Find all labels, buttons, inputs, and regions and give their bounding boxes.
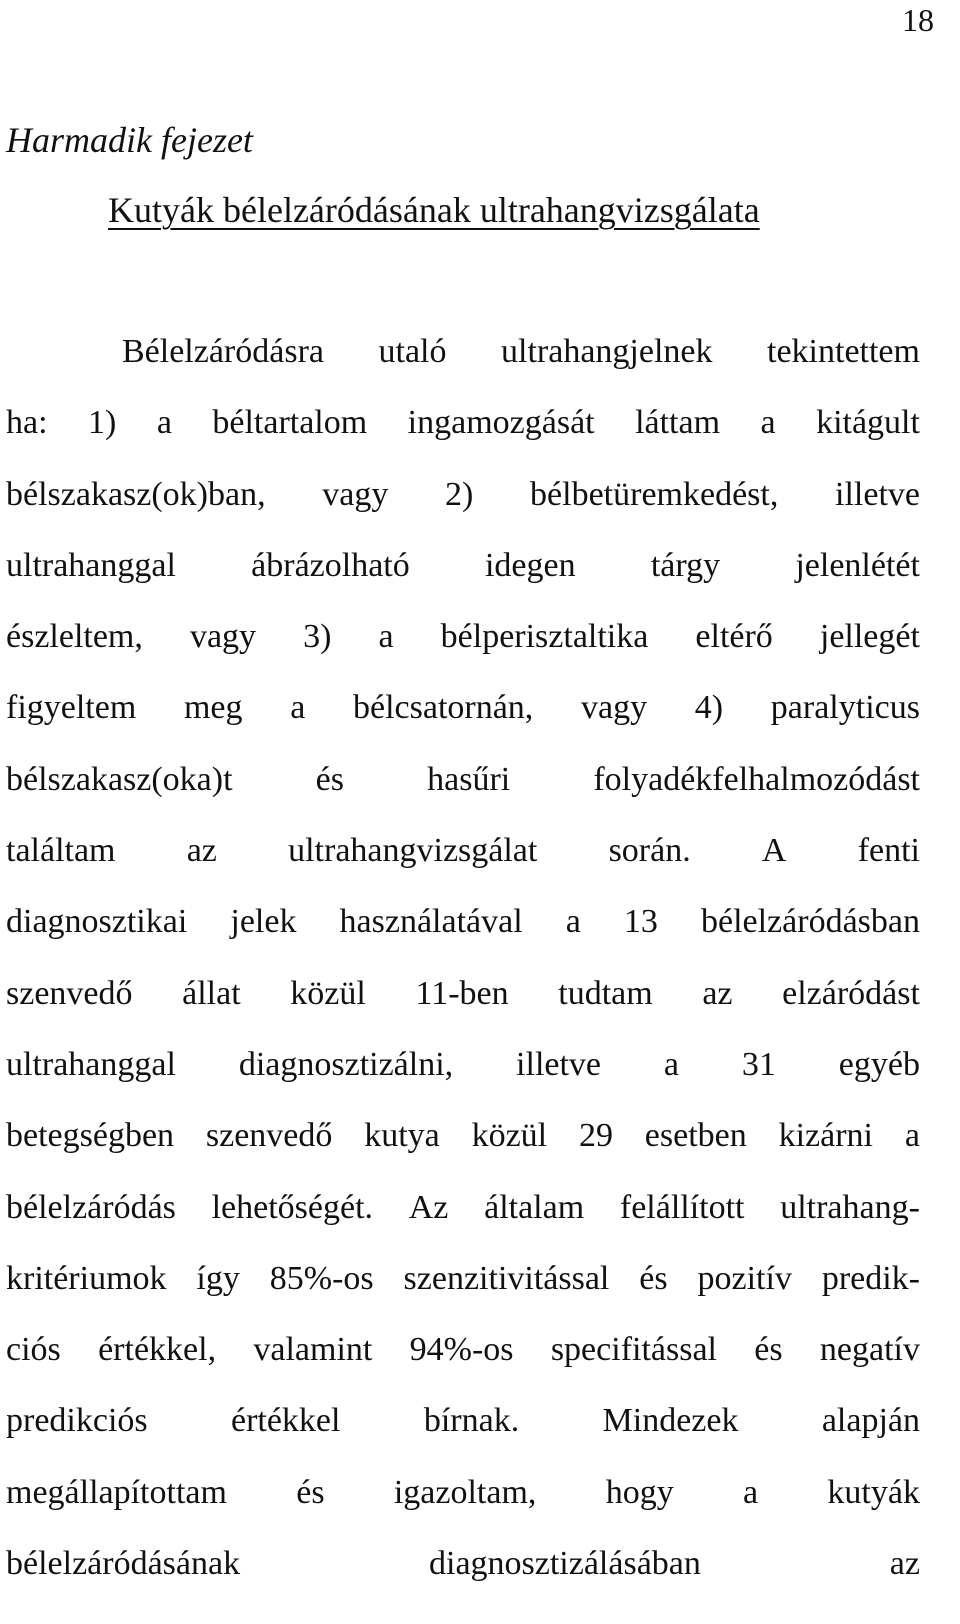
word: szenvedő	[6, 974, 133, 1012]
word: 94%-os	[409, 1331, 514, 1369]
paragraph-line	[6, 1039, 920, 1110]
word: ha:	[6, 404, 48, 442]
paragraph-line	[6, 397, 920, 468]
word: a	[904, 1117, 920, 1155]
word: negatív	[819, 1331, 920, 1369]
word: kitágult	[816, 404, 920, 442]
word: jellegét	[819, 618, 920, 656]
word: eltérő	[695, 618, 773, 656]
word: bélszakasz(ok)ban,	[6, 475, 266, 513]
word: idegen	[484, 546, 576, 584]
word: megállapítottam	[6, 1473, 227, 1511]
word: ultrahangvizsgálat	[288, 832, 538, 870]
word: egyéb	[838, 1045, 920, 1083]
word: kutya	[364, 1117, 440, 1155]
word: a	[743, 1473, 759, 1511]
word: alapján	[821, 1402, 920, 1440]
word: az	[889, 1545, 920, 1583]
word: pozitív	[697, 1259, 792, 1297]
word: diagnosztikai	[6, 903, 188, 941]
word: ultrahangjelnek	[501, 333, 713, 370]
paragraph-line	[6, 825, 920, 896]
word: vagy	[189, 618, 257, 656]
page-number: 18	[902, 2, 934, 38]
word: és	[296, 1473, 325, 1511]
word: ultrahang-	[780, 1188, 920, 1226]
word: lehetőségét.	[211, 1188, 374, 1226]
word: Az	[408, 1188, 449, 1226]
word: ábrázolható	[251, 546, 410, 584]
word: 1)	[88, 404, 117, 442]
word: tekintettem	[767, 333, 920, 370]
word: figyeltem	[6, 689, 137, 727]
word: tudtam	[558, 974, 653, 1012]
paragraph-line	[6, 1467, 920, 1538]
word: így	[196, 1259, 240, 1297]
body-paragraph	[6, 326, 920, 1609]
word: ingamozgását	[407, 404, 595, 442]
paragraph-line	[6, 754, 920, 825]
word: paralyticus	[770, 689, 920, 727]
paragraph-line	[6, 1182, 920, 1253]
word: illetve	[516, 1045, 602, 1083]
word: szenzitivitással	[403, 1259, 610, 1297]
paragraph-line	[6, 540, 920, 611]
word: hogy	[605, 1473, 674, 1511]
paragraph-line	[6, 1395, 920, 1466]
word: használatával	[339, 903, 523, 941]
word: 13	[623, 903, 658, 941]
word: ultrahanggal	[6, 546, 176, 584]
word: kutyák	[827, 1473, 920, 1511]
word: értékkel,	[98, 1331, 217, 1369]
word: 3)	[303, 618, 332, 656]
word: folyadékfelhalmozódást	[593, 760, 920, 798]
word: béltartalom	[212, 404, 368, 442]
word: értékkel	[230, 1402, 341, 1440]
word: észleltem,	[6, 618, 143, 656]
word: során.	[608, 832, 691, 870]
word: diagnosztizálni,	[238, 1045, 454, 1083]
word: az	[186, 832, 217, 870]
word: a	[378, 618, 394, 656]
word: elzáródást	[782, 974, 920, 1012]
paragraph-line	[6, 1324, 920, 1395]
word: általam	[484, 1188, 585, 1226]
word: hasűri	[427, 760, 511, 798]
word: bélelzáródásban	[700, 903, 920, 941]
paragraph-line	[6, 326, 920, 397]
paragraph-line	[6, 968, 920, 1039]
word: Mindezek	[602, 1402, 739, 1440]
chapter-title: Kutyák bélelzáródásának ultrahangvizsgálata	[108, 190, 760, 230]
word: tárgy	[650, 546, 721, 584]
word: felállított	[619, 1188, 745, 1226]
word: ciós	[6, 1331, 61, 1369]
paragraph-line	[6, 611, 920, 682]
word: 11-ben	[415, 974, 509, 1012]
word: bélbetüremkedést,	[530, 475, 779, 513]
word: jelek	[230, 903, 297, 941]
word: A	[761, 832, 787, 870]
word: predikciós	[6, 1402, 148, 1440]
word: és	[315, 760, 344, 798]
paragraph-line	[6, 896, 920, 967]
word: a	[290, 689, 306, 727]
word: 4)	[694, 689, 724, 727]
word: állat	[182, 974, 241, 1012]
word: illetve	[835, 475, 920, 513]
word: a	[156, 404, 172, 442]
word: vagy	[322, 475, 389, 513]
word: jelenlétét	[795, 546, 920, 584]
word: meg	[183, 689, 243, 727]
word: valamint	[253, 1331, 373, 1369]
paragraph-line	[6, 1538, 920, 1609]
word: 31	[741, 1045, 776, 1083]
word: vagy	[581, 689, 648, 727]
word: 2)	[445, 475, 474, 513]
paragraph-line	[6, 469, 920, 540]
word: diagnosztizálásában	[429, 1545, 701, 1583]
paragraph-line	[6, 1253, 920, 1324]
word: Bélelzáródásra	[122, 333, 324, 370]
word: bélcsatornán,	[353, 689, 534, 727]
word: a	[760, 404, 776, 442]
word: közül	[471, 1117, 548, 1155]
word: és	[639, 1259, 668, 1297]
word: bélelzáródásának	[6, 1545, 241, 1583]
word: bírnak.	[423, 1402, 520, 1440]
word: találtam	[6, 832, 116, 870]
paragraph-line	[6, 682, 920, 753]
word: a	[565, 903, 581, 941]
word: predik-	[821, 1259, 920, 1297]
word: bélperisztaltika	[440, 618, 649, 656]
word: kritériumok	[6, 1259, 167, 1297]
word: 29	[578, 1117, 613, 1155]
word: bélelzáródás	[6, 1188, 176, 1226]
word: és	[754, 1331, 783, 1369]
chapter-label: Harmadik fejezet	[6, 120, 253, 160]
word: esetben	[644, 1117, 747, 1155]
word: utaló	[378, 333, 447, 370]
word: közül	[290, 974, 366, 1012]
word: kizárni	[778, 1117, 873, 1155]
word: láttam	[635, 404, 721, 442]
word: specifitással	[550, 1331, 717, 1369]
word: fenti	[857, 832, 920, 870]
word: a	[663, 1045, 679, 1083]
word: az	[702, 974, 733, 1012]
word: 85%-os	[269, 1259, 374, 1297]
word: betegségben	[6, 1117, 175, 1155]
paragraph-line	[6, 1110, 920, 1181]
word: ultrahanggal	[6, 1045, 176, 1083]
word: igazoltam,	[393, 1473, 537, 1511]
word: szenvedő	[205, 1117, 333, 1155]
word: bélszakasz(oka)t	[6, 760, 233, 798]
